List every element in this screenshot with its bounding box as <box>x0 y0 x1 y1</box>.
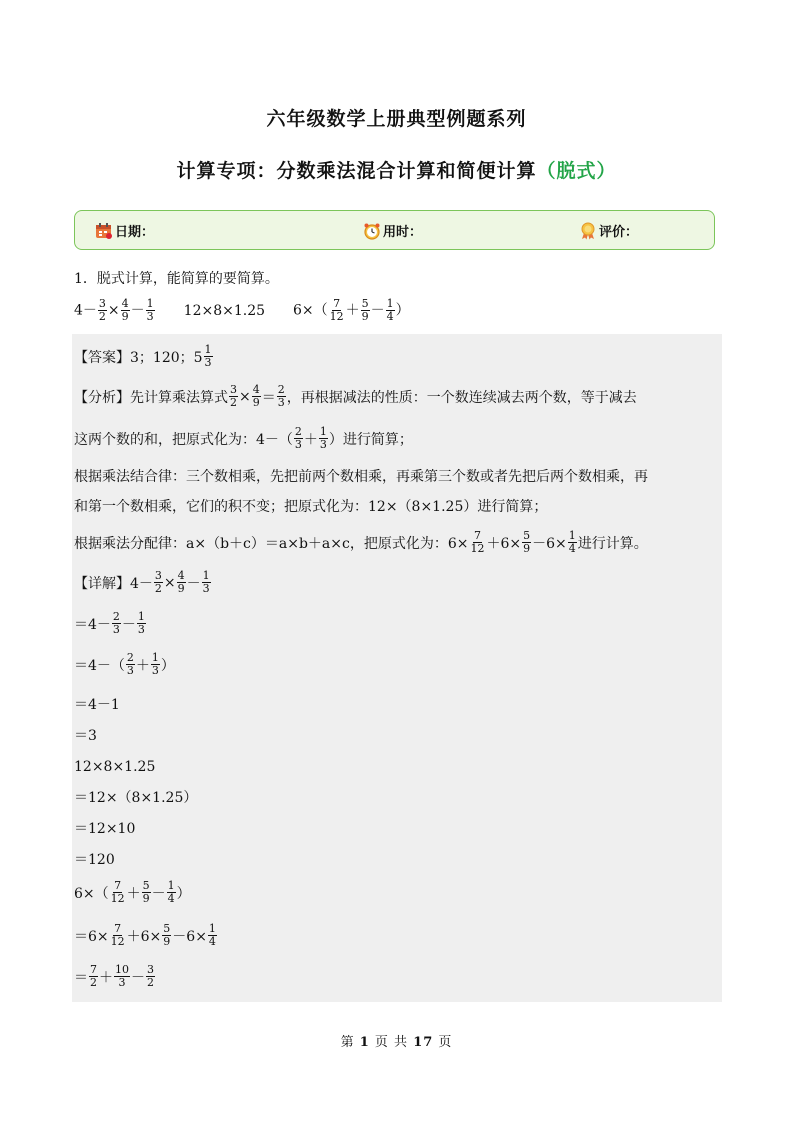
answer-label: 【答案】3；120；5 <box>74 349 203 366</box>
page-footer: 第 1 页 共 17 页 <box>340 1035 453 1050</box>
answer-line <box>74 344 214 369</box>
expr3: 6×（ $\frac{7}{12}$ ＋ $\frac{5}{9}$ － $\frac{1}{4}$ ） <box>293 297 410 323</box>
time-field <box>363 221 422 240</box>
question-text: 1．脱式计算，能简算的要简算。 <box>74 271 279 287</box>
analysis-line-3: 根据乘法结合律：三个数相乘，先把前两个数相乘，再乘第三个数或者先把后两个数相乘，再 <box>74 469 648 485</box>
subtitle-tag: （脱式） <box>536 160 617 182</box>
detail-line-simplified: ＝ $\frac{7}{2}$ ＋ $\frac{10}{3}$ － $\frac{3}{2}$ <box>74 963 154 989</box>
detail-step: ＝3 <box>74 728 97 744</box>
award-medal-icon <box>579 222 597 240</box>
info-bar <box>74 210 715 250</box>
expr1: 4－ $\frac{3}{2}$ × $\frac{4}{9}$ － $\frac{1}{3}$ <box>74 297 154 323</box>
expr2: 12×8×1.25 <box>183 302 266 319</box>
rating-field <box>579 221 638 240</box>
analysis-line-1: 【分析】先计算乘法算式 $\frac{3}{2}$ × $\frac{4}{9}$ ＝ $\frac{2}{3}$ ，再根据减法的性质：一个数连续减去两个数，等于减去 <box>74 383 637 409</box>
calendar-icon <box>95 222 113 240</box>
page-subtitle <box>0 156 793 183</box>
detail-line-1: 【详解】 4－ $\frac{3}{2}$ × $\frac{4}{9}$ － $\frac{1}{3}$ <box>74 569 210 595</box>
detail-line-2: ＝4－ $\frac{2}{3}$ － $\frac{1}{3}$ <box>74 610 145 636</box>
page-title: 六年级数学上册典型例题系列 <box>266 108 527 130</box>
detail-line-3: ＝4－（ $\frac{2}{3}$ ＋ $\frac{1}{3}$ ） <box>74 651 175 677</box>
rating-label: 评价： <box>599 225 639 240</box>
question-expressions <box>74 298 410 323</box>
analysis-line-2: 这两个数的和，把原式化为：4－（ $\frac{2}{3}$ ＋ $\frac{1}{3}$ ）进行简算； <box>74 425 413 451</box>
date-field <box>95 221 154 240</box>
detail-line-distributed: ＝6× $\frac{7}{12}$ ＋6× $\frac{5}{9}$ －6× $\frac{1}{4}$ <box>74 922 216 948</box>
detail-line-expr3: 6×（ $\frac{7}{12}$ ＋ $\frac{5}{9}$ － $\frac{1}{4}$ ） <box>74 879 191 905</box>
detail-step: ＝120 <box>74 852 115 868</box>
alarm-clock-icon <box>363 222 381 240</box>
analysis-line-4: 和第一个数相乘，它们的积不变；把原式化为：12×（8×1.25）进行简算； <box>74 499 548 515</box>
subtitle-main: 计算专项：分数乘法混合计算和简便计算 <box>176 160 537 182</box>
detail-step: ＝4－1 <box>74 697 120 713</box>
detail-step: ＝12×（8×1.25） <box>74 790 198 806</box>
detail-step: 12×8×1.25 <box>74 759 156 775</box>
analysis-line-5: 根据乘法分配律：a×（b＋c）＝a×b＋a×c，把原式化为：6× $\frac{7}{12}$ ＋6× $\frac{5}{9}$ －6× $\frac{1}{4}$ 进行计算。 <box>74 529 648 555</box>
date-label: 日期： <box>115 225 155 240</box>
detail-step: ＝12×10 <box>74 821 136 837</box>
answer-fraction: $\frac{1}{3}$ <box>204 343 212 369</box>
time-label: 用时： <box>383 225 423 240</box>
